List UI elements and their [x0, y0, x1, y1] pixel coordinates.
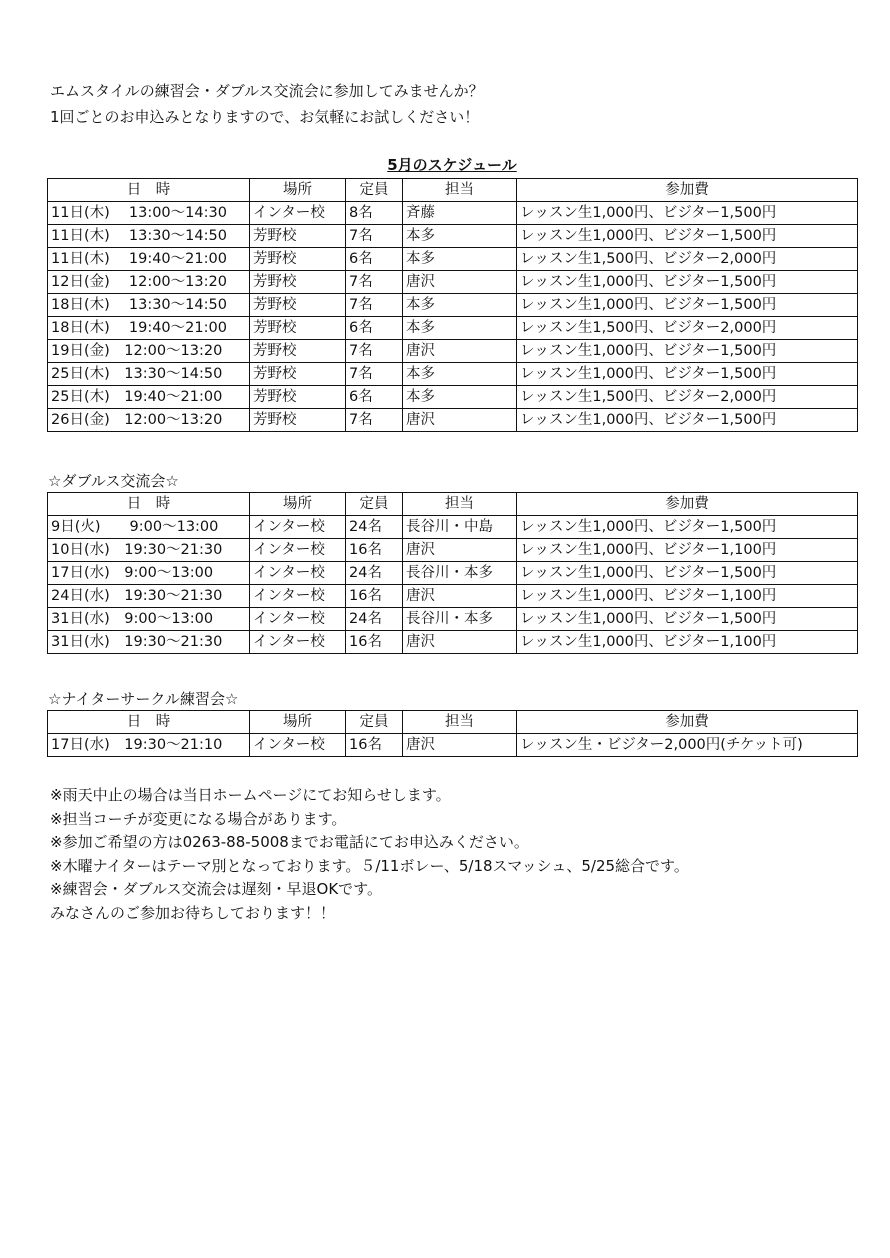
- cell-capacity: 16名: [346, 585, 403, 608]
- may-schedule-table: [47, 178, 858, 432]
- note-line: ※練習会・ダブルス交流会は遅刻・早退OKです。: [50, 880, 382, 898]
- table-row: [48, 248, 858, 271]
- header-coach: 担当: [403, 711, 517, 734]
- cell-fee: レッスン生1,000円、ビジター1,500円: [517, 340, 858, 363]
- table-row: [48, 386, 858, 409]
- table-header-row: [48, 493, 858, 516]
- cell-fee: レッスン生1,000円、ビジター1,500円: [517, 608, 858, 631]
- cell-fee: レッスン生1,000円、ビジター1,500円: [517, 225, 858, 248]
- cell-date: 25日(木) 19:40～21:00: [48, 386, 250, 409]
- cell-capacity: 16名: [346, 631, 403, 654]
- table-row: [48, 409, 858, 432]
- note-line: ※参加ご希望の方は0263-88-5008までお電話にてお申込みください。: [50, 833, 529, 851]
- cell-fee: レッスン生1,000円、ビジター1,500円: [517, 409, 858, 432]
- cell-capacity: 24名: [346, 608, 403, 631]
- cell-coach: 唐沢: [403, 271, 517, 294]
- table-row: [48, 539, 858, 562]
- cell-date: 26日(金) 12:00～13:20: [48, 409, 250, 432]
- cell-place: インター校: [250, 585, 346, 608]
- table-row: [48, 562, 858, 585]
- cell-capacity: 6名: [346, 317, 403, 340]
- cell-fee: レッスン生1,000円、ビジター1,500円: [517, 516, 858, 539]
- cell-coach: 唐沢: [403, 585, 517, 608]
- cell-coach: 本多: [403, 317, 517, 340]
- note-line: ※担当コーチが変更になる場合があります。: [50, 809, 347, 828]
- cell-date: 11日(木) 19:40～21:00: [48, 248, 250, 271]
- cell-coach: 長谷川・本多: [403, 562, 517, 585]
- cell-coach: 唐沢: [403, 340, 517, 363]
- table-row: [48, 608, 858, 631]
- table-row: [48, 340, 858, 363]
- cell-place: インター校: [250, 539, 346, 562]
- cell-place: インター校: [250, 631, 346, 654]
- cell-place: 芳野校: [250, 225, 346, 248]
- intro-text: [50, 78, 484, 130]
- cell-fee: レッスン生1,000円、ビジター1,100円: [517, 631, 858, 654]
- cell-fee: レッスン生1,000円、ビジター1,500円: [517, 271, 858, 294]
- cell-date: 31日(水) 19:30～21:30: [48, 631, 250, 654]
- may-schedule-title: 5月のスケジュール: [387, 156, 517, 174]
- cell-place: 芳野校: [250, 340, 346, 363]
- cell-capacity: 7名: [346, 409, 403, 432]
- cell-place: 芳野校: [250, 248, 346, 271]
- cell-coach: 長谷川・本多: [403, 608, 517, 631]
- note-line: ※木曜ナイターはテーマ別となっております。５/11ボレー、5/18スマッシュ、5/25総合です。: [50, 856, 689, 875]
- cell-date: 19日(金) 12:00～13:20: [48, 340, 250, 363]
- intro-line-2: 1回ごとのお申込みとなりますので、お気軽にお試しください！: [50, 108, 480, 126]
- cell-fee: レッスン生1,000円、ビジター1,100円: [517, 539, 858, 562]
- nighter-section-title: ☆ナイターサークル練習会☆: [48, 690, 239, 708]
- cell-capacity: 16名: [346, 539, 403, 562]
- cell-capacity: 7名: [346, 294, 403, 317]
- header-date: 日 時: [48, 179, 250, 202]
- cell-date: 12日(金) 12:00～13:20: [48, 271, 250, 294]
- header-place: 場所: [250, 493, 346, 516]
- header-fee: 参加費: [517, 711, 858, 734]
- cell-date: 17日(水) 19:30～21:10: [48, 734, 250, 757]
- doubles-section-title: ☆ダブルス交流会☆: [48, 472, 179, 490]
- cell-fee: レッスン生1,000円、ビジター1,500円: [517, 562, 858, 585]
- cell-place: インター校: [250, 734, 346, 757]
- cell-place: 芳野校: [250, 386, 346, 409]
- cell-date: 25日(木) 13:30～14:50: [48, 363, 250, 386]
- cell-date: 18日(木) 19:40～21:00: [48, 317, 250, 340]
- cell-fee: レッスン生・ビジター2,000円(チケット可): [517, 734, 858, 757]
- cell-date: 24日(水) 19:30～21:30: [48, 585, 250, 608]
- header-fee: 参加費: [517, 493, 858, 516]
- cell-place: 芳野校: [250, 317, 346, 340]
- cell-fee: レッスン生1,500円、ビジター2,000円: [517, 317, 858, 340]
- notes: [50, 784, 689, 925]
- cell-coach: 唐沢: [403, 409, 517, 432]
- table-row: [48, 225, 858, 248]
- cell-place: 芳野校: [250, 409, 346, 432]
- table-header-row: [48, 179, 858, 202]
- cell-coach: 本多: [403, 363, 517, 386]
- nighter-schedule-table: [47, 710, 858, 757]
- cell-place: インター校: [250, 562, 346, 585]
- table-row: [48, 585, 858, 608]
- header-capacity: 定員: [346, 493, 403, 516]
- cell-capacity: 7名: [346, 340, 403, 363]
- cell-coach: 唐沢: [403, 631, 517, 654]
- cell-capacity: 24名: [346, 562, 403, 585]
- cell-date: 10日(水) 19:30～21:30: [48, 539, 250, 562]
- cell-capacity: 24名: [346, 516, 403, 539]
- cell-capacity: 7名: [346, 271, 403, 294]
- header-date: 日 時: [48, 711, 250, 734]
- doubles-schedule-table: [47, 492, 858, 654]
- cell-date: 18日(木) 13:30～14:50: [48, 294, 250, 317]
- table-row: [48, 734, 858, 757]
- cell-coach: 本多: [403, 294, 517, 317]
- header-place: 場所: [250, 179, 346, 202]
- cell-fee: レッスン生1,000円、ビジター1,500円: [517, 363, 858, 386]
- cell-date: 17日(水) 9:00～13:00: [48, 562, 250, 585]
- table-row: [48, 271, 858, 294]
- cell-coach: 斉藤: [403, 202, 517, 225]
- cell-coach: 本多: [403, 386, 517, 409]
- header-capacity: 定員: [346, 179, 403, 202]
- cell-coach: 長谷川・中島: [403, 516, 517, 539]
- table-row: [48, 202, 858, 225]
- cell-place: 芳野校: [250, 363, 346, 386]
- table-row: [48, 363, 858, 386]
- cell-fee: レッスン生1,000円、ビジター1,500円: [517, 202, 858, 225]
- note-line: みなさんのご参加お待ちしております！！: [50, 903, 336, 922]
- cell-coach: 唐沢: [403, 539, 517, 562]
- cell-capacity: 6名: [346, 386, 403, 409]
- cell-capacity: 6名: [346, 248, 403, 271]
- intro-line-1: エムスタイルの練習会・ダブルス交流会に参加してみませんか？: [50, 82, 484, 100]
- cell-coach: 本多: [403, 248, 517, 271]
- cell-date: 9日(火) 9:00～13:00: [48, 516, 250, 539]
- cell-place: 芳野校: [250, 271, 346, 294]
- header-coach: 担当: [403, 179, 517, 202]
- cell-date: 11日(木) 13:00～14:30: [48, 202, 250, 225]
- cell-fee: レッスン生1,500円、ビジター2,000円: [517, 386, 858, 409]
- cell-capacity: 7名: [346, 363, 403, 386]
- cell-capacity: 16名: [346, 734, 403, 757]
- cell-date: 31日(水) 9:00～13:00: [48, 608, 250, 631]
- cell-fee: レッスン生1,000円、ビジター1,100円: [517, 585, 858, 608]
- cell-place: インター校: [250, 202, 346, 225]
- header-capacity: 定員: [346, 711, 403, 734]
- cell-capacity: 8名: [346, 202, 403, 225]
- cell-place: 芳野校: [250, 294, 346, 317]
- cell-date: 11日(木) 13:30～14:50: [48, 225, 250, 248]
- cell-coach: 本多: [403, 225, 517, 248]
- header-coach: 担当: [403, 493, 517, 516]
- table-row: [48, 516, 858, 539]
- cell-coach: 唐沢: [403, 734, 517, 757]
- table-header-row: [48, 711, 858, 734]
- table-row: [48, 317, 858, 340]
- header-date: 日 時: [48, 493, 250, 516]
- cell-fee: レッスン生1,000円、ビジター1,500円: [517, 294, 858, 317]
- cell-place: インター校: [250, 516, 346, 539]
- table-row: [48, 294, 858, 317]
- note-line: ※雨天中止の場合は当日ホームページにてお知らせします。: [50, 786, 451, 804]
- table-row: [48, 631, 858, 654]
- header-place: 場所: [250, 711, 346, 734]
- cell-fee: レッスン生1,500円、ビジター2,000円: [517, 248, 858, 271]
- header-fee: 参加費: [517, 179, 858, 202]
- cell-place: インター校: [250, 608, 346, 631]
- cell-capacity: 7名: [346, 225, 403, 248]
